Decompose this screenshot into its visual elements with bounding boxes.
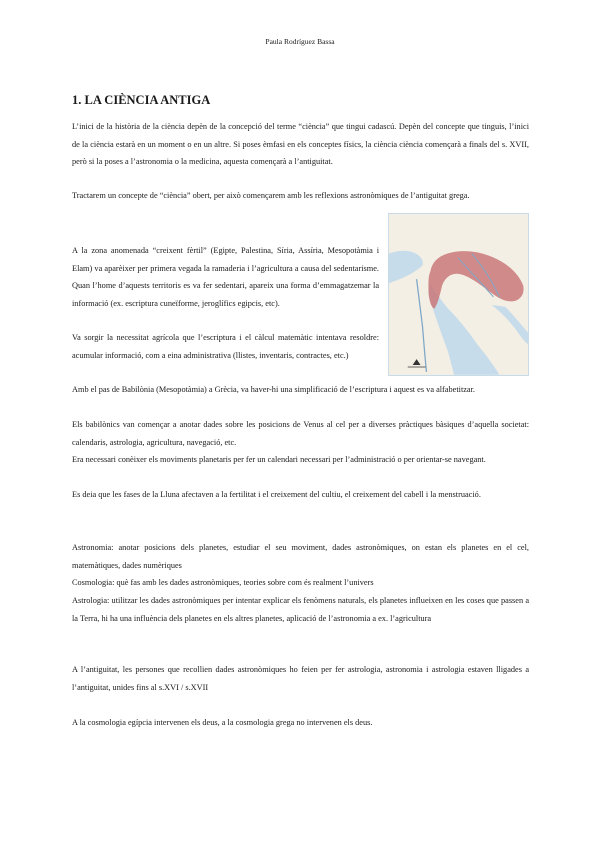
paragraph-agricultural-need: Va sorgir la necessitat agrícola que l’escriptura i el càlcul matemàtic intentava resoldre: acumular informació, com a eina administrativa (llistes, inventaris, contractes, etc.) [72,333,379,360]
page-header-author: Paula Rodríguez Bassa [265,37,335,46]
paragraph-concept: Tractarem un concepte de “ciència” obert, per això començarem amb les reflexions astronòmiques de l’antiguitat grega. [72,191,470,200]
paragraph-planetary-movements: Era necessari conèixer els moviments planetaris per fer un calendari necessari per l’administració o per orientar-se navegant. [72,455,486,464]
paragraph-babylonians-venus: Els babilònics van començar a anotar dades sobre les posicions de Venus al cel per a diverses pràctiques bàsiques d’aquella societat: calendaris, astrologia, agricultura, navegació, etc. [72,420,529,447]
paragraph-astronomy-definition: Astronomia: anotar posicions dels planetes, estudiar el seu moviment, dades astronòmiques, on estan els planetes en el cel, matemàtiques, dades numèriques [72,543,529,570]
paragraph-cosmology-definition: Cosmologia: què fas amb les dades astronòmiques, teories sobre com és realment l’univers [72,578,374,587]
section-title: 1. LA CIÈNCIA ANTIGA [72,93,211,107]
paragraph-babylon-greece: Amb el pas de Babilònia (Mesopotàmia) a Grècia, va haver-hi una simplificació de l’escriptura i aquest es va alfabetitzar. [72,385,475,394]
fertile-crescent-map-icon [388,213,529,376]
paragraph-fertile-crescent: A la zona anomenada “creixent fèrtil” (Egipte, Palestina, Síria, Assíria, Mesopotàmia i Elam) va aparèixer per primera vegada la ramaderia i l’agricultura a causa del sedentarisme. Quan l’home d’aquests territoris es va fer sedentari, apareix una forma d’emmagatzemar la informació (ex. escriptura cuneïforme, jeroglífics egipcis, etc). [72,246,379,308]
paragraph-cosmology-comparison: A la cosmologia egípcia intervenen els deus, a la cosmologia grega no intervenen els deus. [72,718,373,727]
paragraph-intro: L’inici de la història de la ciència depèn de la concepció del terme “ciència” que tingui cadascú. Depèn del concepte que tinguis, l’inici de la ciència estarà en un moment o en un altre. Si poses èmfasi en els conceptes físics, la ciència ciència començarà a finals del s. XVII, però si la poses a l’astronomia o la medicina, aquesta començarà a l’antiguitat. [72,122,529,166]
paragraph-moon-phases: Es deia que les fases de la Lluna afectaven a la fertilitat i el creixement del cultiu, el creixement del cabell i la menstruació. [72,490,481,499]
paragraph-antiquity: A l’antiguitat, les persones que recollien dades astronòmiques ho feien per fer astrologia, astronomia i astrologia estaven lligades a l’antiguitat, unides fins al s.XVI / s.XVII [72,665,529,692]
paragraph-astrology-definition: Astrologia: utilitzar les dades astronòmiques per intentar explicar els fenòmens naturals, els planetes influeixen en les coses que passen a la Terra, hi ha una influència dels planetes en els altres planetes, aplicació de l’astronomia a ex. l’agricultura [72,596,529,623]
